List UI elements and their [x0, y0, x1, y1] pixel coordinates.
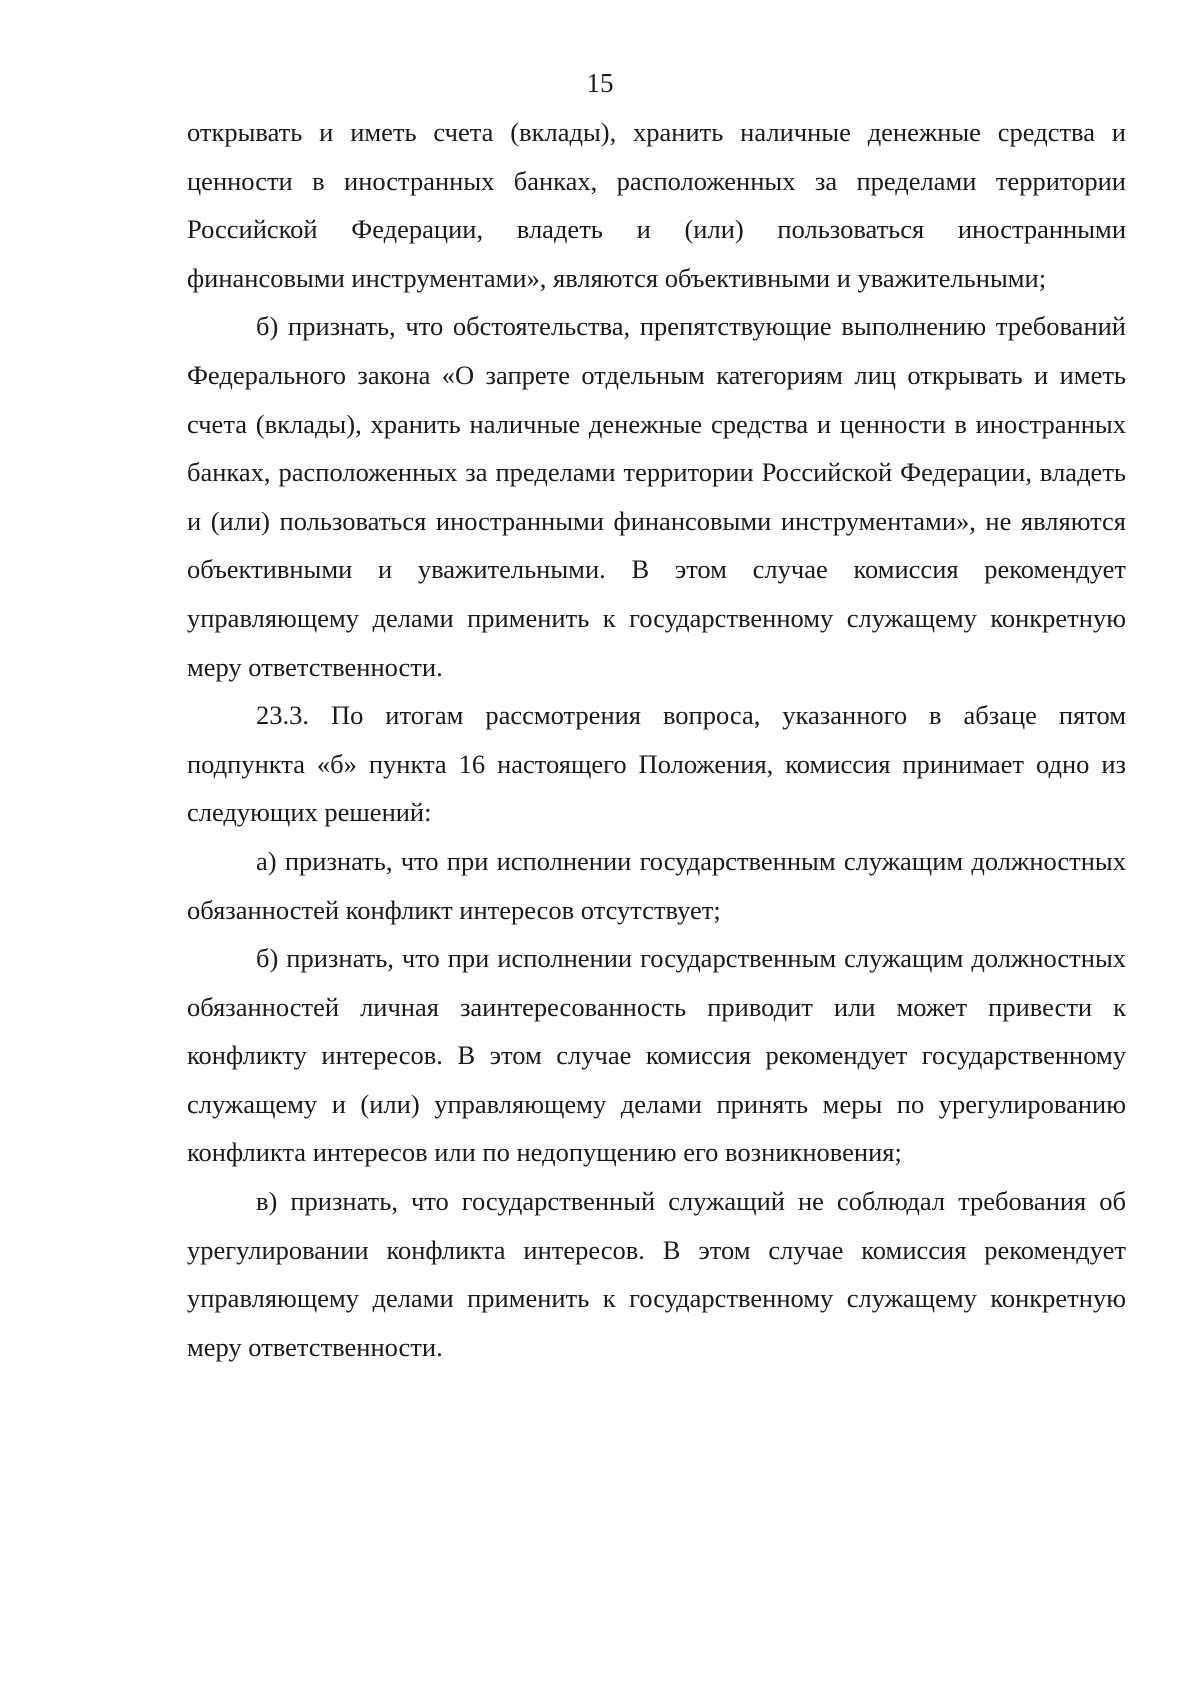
paragraph-item-b-second: б) признать, что при исполнении государственным служащим должностных обязанностей личная заинтересованность приводит или может привести к конфликту интересов. В этом случае комиссия рекомендует государственному служащему и (или) управляющему делами принять меры по урегулированию конфликта интересов или по недопущению его возникновения;: [187, 943, 1126, 1168]
paragraph-item-a: а) признать, что при исполнении государственным служащим должностных обязанностей конфликт интересов отсутствует;: [187, 845, 1126, 925]
paragraph-continuation: открывать и иметь счета (вклады), хранить наличные денежные средства и ценности в иностранных банках, расположенных за пределами территории Российской Федерации, владеть и (или) пользоваться иностранными финансовыми инструментами», являются объективными и уважительными;: [187, 117, 1126, 293]
paragraph-item-v: в) признать, что государственный служащий не соблюдал требования об урегулировании конфликта интересов. В этом случае комиссия рекомендует управляющему делами применить к государственному служащему конкретную меру ответственности.: [187, 1186, 1126, 1362]
paragraph-item-b-first: б) признать, что обстоятельства, препятствующие выполнению требований Федерального закона «О запрете отдельным категориям лиц открывать и иметь счета (вклады), хранить наличные денежные средства и ценности в иностранных банках, расположенных за пределами территории Российской Федерации, владеть и (или) пользоваться иностранными финансовыми инструментами», не являются объективными и уважительными. В этом случае комиссия рекомендует управляющему делами применить к государственному служащему конкретную меру ответственности.: [187, 311, 1126, 682]
document-body: [187, 108, 1126, 1371]
paragraph-section-23-3: 23.3. По итогам рассмотрения вопроса, указанного в абзаце пятом подпункта «б» пункта 16 настоящего Положения, комиссия принимает одно из следующих решений:: [187, 700, 1126, 828]
page-number: 15: [586, 68, 614, 98]
